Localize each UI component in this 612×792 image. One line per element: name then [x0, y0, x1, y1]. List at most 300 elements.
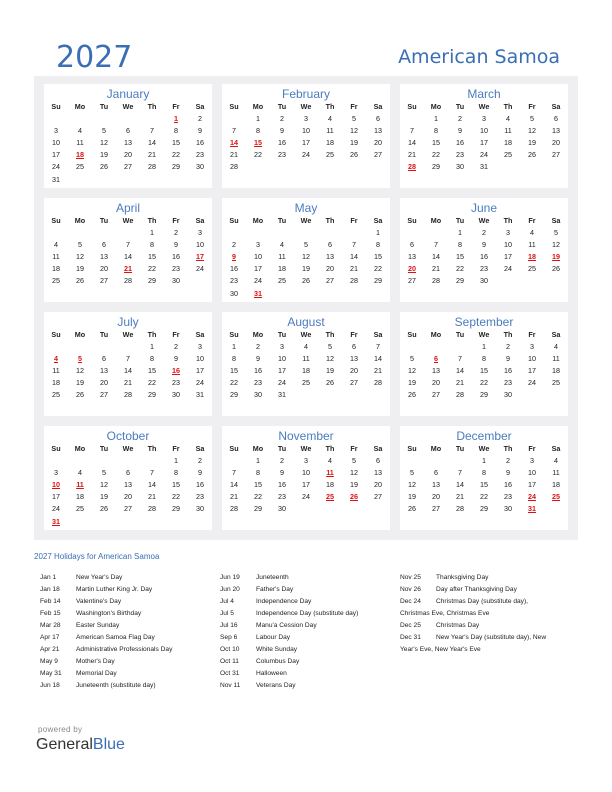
weekday-header: Mo [252, 329, 264, 339]
day-cell: 11 [528, 239, 536, 249]
day-cell: 2 [256, 341, 260, 351]
empty-cell [366, 287, 390, 299]
day-cell: 24 [528, 378, 536, 388]
day-cell: 6 [102, 353, 106, 363]
day-cell: 12 [408, 479, 416, 489]
weekday-header: Th [325, 329, 335, 339]
day-cell: 16 [480, 251, 488, 261]
day-cell: 21 [124, 264, 132, 274]
day-cell: 9 [280, 467, 284, 477]
day-cell: 20 [552, 137, 560, 147]
day-cell: 26 [100, 504, 108, 514]
day-cell: 20 [326, 264, 334, 274]
day-cell: 4 [304, 341, 308, 351]
weekday-header: Sa [373, 101, 383, 111]
empty-cell [222, 454, 246, 466]
holiday-name: Christmas Eve, Christmas Eve [400, 610, 490, 617]
day-cell: 31 [52, 174, 60, 184]
month-name: August [287, 315, 325, 329]
holiday-date: Jun 18 [40, 682, 60, 689]
day-cell: 21 [148, 492, 156, 502]
month-december [400, 426, 568, 530]
day-cell: 14 [148, 479, 156, 489]
holiday-name: Easter Sunday [76, 622, 120, 629]
day-cell: 25 [52, 390, 60, 400]
holiday-date: Oct 31 [220, 670, 240, 677]
day-cell: 22 [148, 264, 156, 274]
day-cell: 14 [124, 365, 132, 375]
day-cell: 1 [256, 455, 260, 465]
holiday-date: Dec 24 [400, 598, 421, 605]
day-cell: 13 [374, 467, 382, 477]
day-cell: 27 [432, 504, 440, 514]
day-cell: 15 [172, 137, 180, 147]
day-cell: 9 [174, 353, 178, 363]
day-cell: 16 [196, 137, 204, 147]
weekday-header: Mo [430, 443, 442, 453]
day-cell: 2 [280, 113, 284, 123]
weekday-header: Tu [99, 215, 109, 225]
day-cell: 18 [552, 479, 560, 489]
day-cell: 21 [230, 492, 238, 502]
weekday-header: Fr [172, 443, 180, 453]
day-cell: 4 [554, 455, 558, 465]
day-cell: 8 [458, 239, 462, 249]
weekday-header: Mo [430, 215, 442, 225]
holiday-name: Christmas Day (substitute day), [436, 598, 528, 605]
day-cell: 19 [552, 251, 560, 261]
day-cell: 26 [76, 276, 84, 286]
weekday-header: Mo [252, 215, 264, 225]
day-cell: 9 [174, 239, 178, 249]
day-cell: 21 [456, 492, 464, 502]
day-cell: 10 [302, 125, 310, 135]
day-cell: 23 [254, 378, 262, 388]
brand-general: General [36, 736, 93, 753]
day-cell: 12 [302, 251, 310, 261]
day-cell: 8 [150, 353, 154, 363]
weekday-header: Fr [172, 215, 180, 225]
empty-cell [366, 503, 390, 515]
holiday-row [400, 596, 546, 608]
weekday-header: Th [147, 443, 157, 453]
weekday-header: Su [51, 329, 61, 339]
empty-cell [188, 515, 212, 527]
day-cell: 15 [432, 137, 440, 147]
weekday-header: Sa [551, 101, 561, 111]
day-cell: 8 [174, 467, 178, 477]
weekday-header: Mo [430, 101, 442, 111]
empty-cell [294, 503, 318, 515]
empty-cell [318, 226, 342, 238]
day-cell: 12 [100, 137, 108, 147]
holiday-row [220, 608, 358, 620]
day-cell: 7 [150, 125, 154, 135]
day-cell: 13 [100, 365, 108, 375]
day-cell: 1 [150, 227, 154, 237]
holiday-row [220, 656, 358, 668]
day-cell: 8 [232, 353, 236, 363]
day-cell: 12 [350, 467, 358, 477]
empty-cell [400, 226, 424, 238]
empty-cell [44, 226, 68, 238]
day-cell: 4 [530, 227, 534, 237]
weekday-header: We [478, 443, 490, 453]
day-cell: 18 [504, 137, 512, 147]
month-february [222, 84, 390, 188]
holiday-date: Jan 1 [40, 574, 57, 581]
day-cell: 20 [408, 264, 416, 274]
day-cell: 9 [198, 467, 202, 477]
country-title: American Samoa [398, 46, 560, 68]
day-cell: 1 [174, 455, 178, 465]
day-cell: 23 [196, 492, 204, 502]
day-cell: 27 [374, 150, 382, 160]
weekday-header: Sa [195, 443, 205, 453]
day-cell: 11 [76, 479, 84, 489]
day-cell: 22 [374, 264, 382, 274]
day-cell: 3 [482, 113, 486, 123]
holiday-row [220, 596, 358, 608]
day-cell: 25 [528, 264, 536, 274]
day-cell: 12 [528, 125, 536, 135]
holiday-name: White Sunday [256, 646, 298, 653]
day-cell: 22 [254, 150, 262, 160]
weekday-header: Su [229, 443, 239, 453]
empty-cell [92, 454, 116, 466]
weekday-header: Tu [277, 101, 287, 111]
day-cell: 7 [458, 353, 462, 363]
day-cell: 12 [326, 353, 334, 363]
empty-cell [294, 226, 318, 238]
day-cell: 13 [326, 251, 334, 261]
month-table [400, 442, 568, 515]
month-table [222, 100, 390, 173]
day-cell: 7 [232, 467, 236, 477]
holiday-name: Halloween [256, 670, 287, 677]
holiday-name: Thanksgiving Day [436, 574, 489, 581]
holiday-date: Dec 25 [400, 622, 421, 629]
weekday-header: Mo [430, 329, 442, 339]
day-cell: 5 [352, 455, 356, 465]
day-cell: 28 [148, 162, 156, 172]
day-cell: 27 [552, 150, 560, 160]
weekday-header: Su [407, 443, 417, 453]
weekday-header: Fr [350, 329, 358, 339]
holiday-date: Dec 31 [400, 634, 421, 641]
weekday-header: Sa [195, 215, 205, 225]
day-cell: 31 [254, 288, 262, 298]
holiday-date: Jul 4 [220, 598, 234, 605]
day-cell: 24 [196, 378, 204, 388]
day-cell: 10 [196, 353, 204, 363]
holiday-row [40, 620, 172, 632]
day-cell: 30 [480, 276, 488, 286]
weekday-header: Th [147, 101, 157, 111]
day-cell: 22 [230, 378, 238, 388]
holiday-row [40, 644, 172, 656]
day-cell: 22 [456, 264, 464, 274]
holiday-column [220, 572, 358, 692]
weekday-header: Tu [99, 443, 109, 453]
day-cell: 26 [100, 162, 108, 172]
weekday-header: Th [325, 443, 335, 453]
empty-cell [424, 340, 448, 352]
generalblue-logo[interactable] [36, 736, 125, 754]
day-cell: 20 [374, 479, 382, 489]
day-cell: 2 [174, 227, 178, 237]
day-cell: 1 [150, 341, 154, 351]
day-cell: 22 [480, 378, 488, 388]
holiday-date: Jun 20 [220, 586, 240, 593]
empty-cell [164, 515, 188, 527]
day-cell: 3 [198, 341, 202, 351]
day-cell: 23 [230, 276, 238, 286]
day-cell: 13 [374, 125, 382, 135]
weekday-header: We [300, 329, 312, 339]
holiday-date: Mar 28 [40, 622, 61, 629]
day-cell: 2 [506, 455, 510, 465]
day-cell: 8 [482, 353, 486, 363]
day-cell: 17 [302, 137, 310, 147]
day-cell: 16 [230, 264, 238, 274]
day-cell: 21 [148, 150, 156, 160]
day-cell: 2 [482, 227, 486, 237]
weekday-header: We [478, 215, 490, 225]
day-cell: 18 [326, 137, 334, 147]
empty-cell [270, 161, 294, 173]
day-cell: 26 [528, 150, 536, 160]
day-cell: 26 [76, 390, 84, 400]
day-cell: 25 [302, 378, 310, 388]
day-cell: 2 [458, 113, 462, 123]
weekday-header: Fr [528, 329, 536, 339]
day-cell: 27 [432, 390, 440, 400]
day-cell: 20 [100, 264, 108, 274]
weekday-header: Fr [172, 329, 180, 339]
day-cell: 15 [148, 365, 156, 375]
weekday-header: Fr [528, 215, 536, 225]
day-cell: 3 [54, 467, 58, 477]
month-name: December [456, 429, 512, 443]
day-cell: 30 [278, 504, 286, 514]
day-cell: 6 [434, 353, 438, 363]
empty-cell [400, 112, 424, 124]
day-cell: 7 [410, 125, 414, 135]
day-cell: 21 [124, 378, 132, 388]
day-cell: 11 [504, 125, 512, 135]
day-cell: 24 [480, 150, 488, 160]
day-cell: 18 [76, 492, 84, 502]
weekday-header: Tu [99, 101, 109, 111]
day-cell: 7 [376, 341, 380, 351]
day-cell: 31 [52, 516, 60, 526]
day-cell: 14 [456, 365, 464, 375]
empty-cell [116, 112, 140, 124]
day-cell: 29 [230, 390, 238, 400]
day-cell: 21 [456, 378, 464, 388]
day-cell: 20 [350, 365, 358, 375]
holiday-row [400, 620, 546, 632]
day-cell: 5 [352, 113, 356, 123]
day-cell: 13 [100, 251, 108, 261]
day-cell: 1 [482, 341, 486, 351]
holiday-name: American Samoa Flag Day [76, 634, 155, 641]
weekday-header: We [478, 329, 490, 339]
day-cell: 19 [408, 492, 416, 502]
day-cell: 25 [52, 276, 60, 286]
day-cell: 17 [528, 479, 536, 489]
holiday-row [400, 572, 546, 584]
day-cell: 26 [350, 150, 358, 160]
month-table [400, 328, 568, 401]
day-cell: 14 [230, 137, 238, 147]
month-name: March [467, 87, 501, 101]
day-cell: 27 [326, 276, 334, 286]
empty-cell [544, 389, 568, 401]
day-cell: 1 [232, 341, 236, 351]
empty-cell [544, 503, 568, 515]
day-cell: 6 [102, 239, 106, 249]
day-cell: 22 [432, 150, 440, 160]
day-cell: 2 [174, 341, 178, 351]
day-cell: 18 [52, 378, 60, 388]
holiday-date: Oct 10 [220, 646, 240, 653]
holiday-name: Labour Day [256, 634, 291, 641]
month-name: July [117, 315, 139, 329]
day-cell: 28 [230, 162, 238, 172]
day-cell: 28 [432, 276, 440, 286]
weekday-header: Sa [551, 443, 561, 453]
empty-cell [520, 389, 544, 401]
empty-cell [222, 226, 246, 238]
day-cell: 15 [480, 479, 488, 489]
empty-cell [424, 226, 448, 238]
day-cell: 19 [76, 378, 84, 388]
empty-cell [366, 161, 390, 173]
day-cell: 24 [254, 276, 262, 286]
empty-cell [318, 389, 342, 401]
day-cell: 10 [302, 467, 310, 477]
day-cell: 28 [124, 276, 132, 286]
day-cell: 17 [254, 264, 262, 274]
day-cell: 19 [100, 150, 108, 160]
month-table [44, 100, 212, 185]
day-cell: 8 [150, 239, 154, 249]
day-cell: 24 [278, 378, 286, 388]
empty-cell [116, 340, 140, 352]
holiday-name: Year's Eve, New Year's Eve [400, 646, 481, 653]
day-cell: 5 [530, 113, 534, 123]
day-cell: 11 [76, 137, 84, 147]
day-cell: 17 [480, 137, 488, 147]
month-name: February [281, 87, 331, 101]
day-cell: 12 [350, 125, 358, 135]
holiday-name: Father's Day [256, 586, 294, 593]
weekday-header: Th [503, 329, 513, 339]
day-cell: 11 [326, 125, 334, 135]
day-cell: 17 [302, 479, 310, 489]
month-july [44, 312, 212, 416]
day-cell: 29 [172, 162, 180, 172]
month-table [222, 328, 390, 401]
day-cell: 17 [52, 150, 60, 160]
day-cell: 17 [196, 251, 204, 261]
day-cell: 16 [278, 479, 286, 489]
day-cell: 7 [232, 125, 236, 135]
holiday-name: Christmas Day [436, 622, 480, 629]
day-cell: 3 [530, 455, 534, 465]
holiday-date: May 31 [40, 670, 62, 677]
weekday-header: We [122, 101, 134, 111]
day-cell: 21 [374, 365, 382, 375]
powered-by-text: powered by [38, 725, 83, 734]
empty-cell [520, 161, 544, 173]
empty-cell [294, 287, 318, 299]
day-cell: 16 [254, 365, 262, 375]
day-cell: 5 [304, 239, 308, 249]
holiday-row [400, 608, 546, 620]
empty-cell [140, 515, 164, 527]
month-name: June [470, 201, 498, 215]
day-cell: 29 [148, 276, 156, 286]
holiday-date: May 9 [40, 658, 58, 665]
day-cell: 20 [124, 492, 132, 502]
day-cell: 4 [78, 125, 82, 135]
day-cell: 27 [124, 162, 132, 172]
day-cell: 7 [126, 239, 130, 249]
day-cell: 12 [100, 479, 108, 489]
day-cell: 17 [528, 365, 536, 375]
day-cell: 23 [172, 378, 180, 388]
day-cell: 18 [302, 365, 310, 375]
day-cell: 22 [148, 378, 156, 388]
day-cell: 26 [302, 276, 310, 286]
holiday-name: Day after Thanksgiving Day [436, 586, 517, 593]
day-cell: 3 [198, 227, 202, 237]
empty-cell [92, 112, 116, 124]
day-cell: 11 [326, 467, 334, 477]
day-cell: 17 [278, 365, 286, 375]
holiday-name: Memorial Day [76, 670, 117, 677]
weekday-header: Mo [252, 443, 264, 453]
empty-cell [366, 389, 390, 401]
day-cell: 4 [328, 455, 332, 465]
empty-cell [188, 173, 212, 185]
day-cell: 6 [126, 467, 130, 477]
day-cell: 8 [376, 239, 380, 249]
empty-cell [188, 275, 212, 287]
day-cell: 17 [504, 251, 512, 261]
day-cell: 23 [456, 150, 464, 160]
weekday-header: We [478, 101, 490, 111]
day-cell: 23 [172, 264, 180, 274]
weekday-header: We [300, 215, 312, 225]
weekday-header: Mo [252, 101, 264, 111]
day-cell: 28 [456, 504, 464, 514]
brand-blue: Blue [92, 736, 125, 753]
day-cell: 2 [198, 113, 202, 123]
day-cell: 9 [506, 353, 510, 363]
day-cell: 26 [552, 264, 560, 274]
empty-cell [448, 454, 472, 466]
day-cell: 15 [148, 251, 156, 261]
day-cell: 23 [278, 150, 286, 160]
holiday-date: Sep 6 [220, 634, 238, 641]
day-cell: 19 [408, 378, 416, 388]
day-cell: 2 [506, 341, 510, 351]
day-cell: 10 [254, 251, 262, 261]
